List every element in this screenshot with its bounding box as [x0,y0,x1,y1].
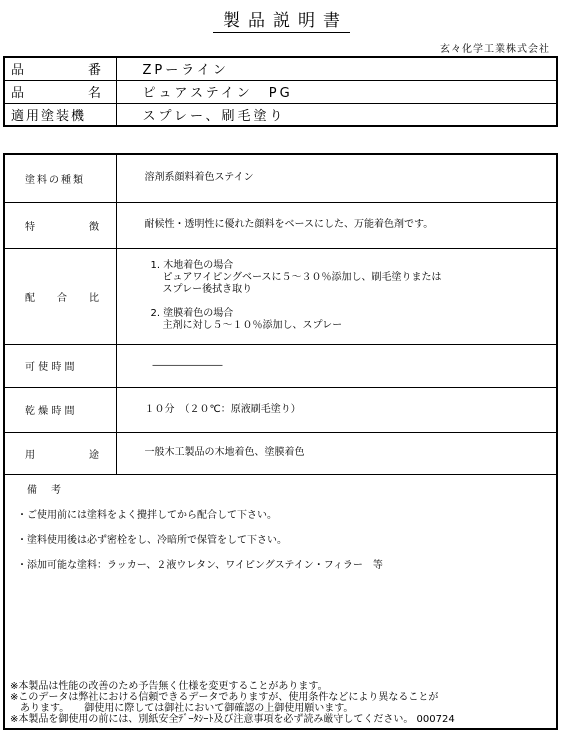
drying-time-value: １０分 （２０℃：原液刷毛塗り） [116,387,557,432]
pot-life-value: ――――――― [116,344,557,387]
mix-ratio-label: 配 合 比 [4,248,116,344]
product-name-value: ピュアステイン PG [116,80,557,103]
product-name-row [4,80,557,103]
paint-type-row [4,154,557,202]
document-title: 製品説明書 [0,6,563,31]
spec-table [3,153,558,730]
mix-item: 2. 塗膜着色の場合 主剤に対し５～１０％添加し、スプレー [150,308,343,331]
notes-heading: 備考 [27,484,75,496]
application-method-value: スプレー、刷毛塗り [116,103,557,126]
mix-ratio-row [4,248,557,344]
usage-value: 一般木工製品の木地着色、塗膜着色 [116,432,557,474]
product-number-value: ZPーライン [116,57,557,80]
product-number-label: 品 番 [4,57,116,80]
product-name-label: 品 名 [4,80,116,103]
product-header-table [3,56,558,127]
feature-label: 特 徴 [4,202,116,248]
note-item: ・塗料使用後は必ず密栓をし、冷暗所で保管をして下さい。 [17,534,287,546]
mix-ratio-value [116,248,557,344]
mix-item: 1. 木地着色の場合 ピュアワイピングベースに５～３０％添加し、刷毛塗りまたは スプレー後拭き取り [150,260,442,295]
footer-disclaimer: ※本製品は性能の改善のため予告無く仕様を変更することがあります。 ※このデータは弊社における信頼できるデータでありますが、使用条件などにより異なることが あります。 御使用に際しては御社において御確認の上御使用願います。 ※本製品を御使用の前には、別紙安全ﾃﾞｰﾀｼｰﾄ及び注意事項を必ず読み厳守してください。 000724 [10,681,455,725]
pot-life-row [4,344,557,387]
application-method-label: 適用塗装機 [4,103,116,126]
note-item: ・ご使用前には塗料をよく攪拌してから配合して下さい。 [17,509,277,521]
feature-value: 耐候性・透明性に優れた顔料をベースにした、万能着色剤です。 [116,202,557,248]
drying-time-label: 乾 燥 時 間 [4,387,116,432]
company-name: 玄々化学工業株式会社 [440,44,550,55]
paint-type-label: 塗料の種類 [4,154,116,202]
usage-row [4,432,557,474]
product-number-row [4,57,557,80]
application-method-row [4,103,557,126]
usage-label: 用 途 [4,432,116,474]
drying-time-row [4,387,557,432]
note-item: ・添加可能な塗料：ラッカー、２液ウレタン、ワイピングステイン・フィラー 等 [17,559,383,571]
pot-life-label: 可 使 時 間 [4,344,116,387]
feature-row [4,202,557,248]
paint-type-value: 溶剤系顔料着色ステイン [116,154,557,202]
